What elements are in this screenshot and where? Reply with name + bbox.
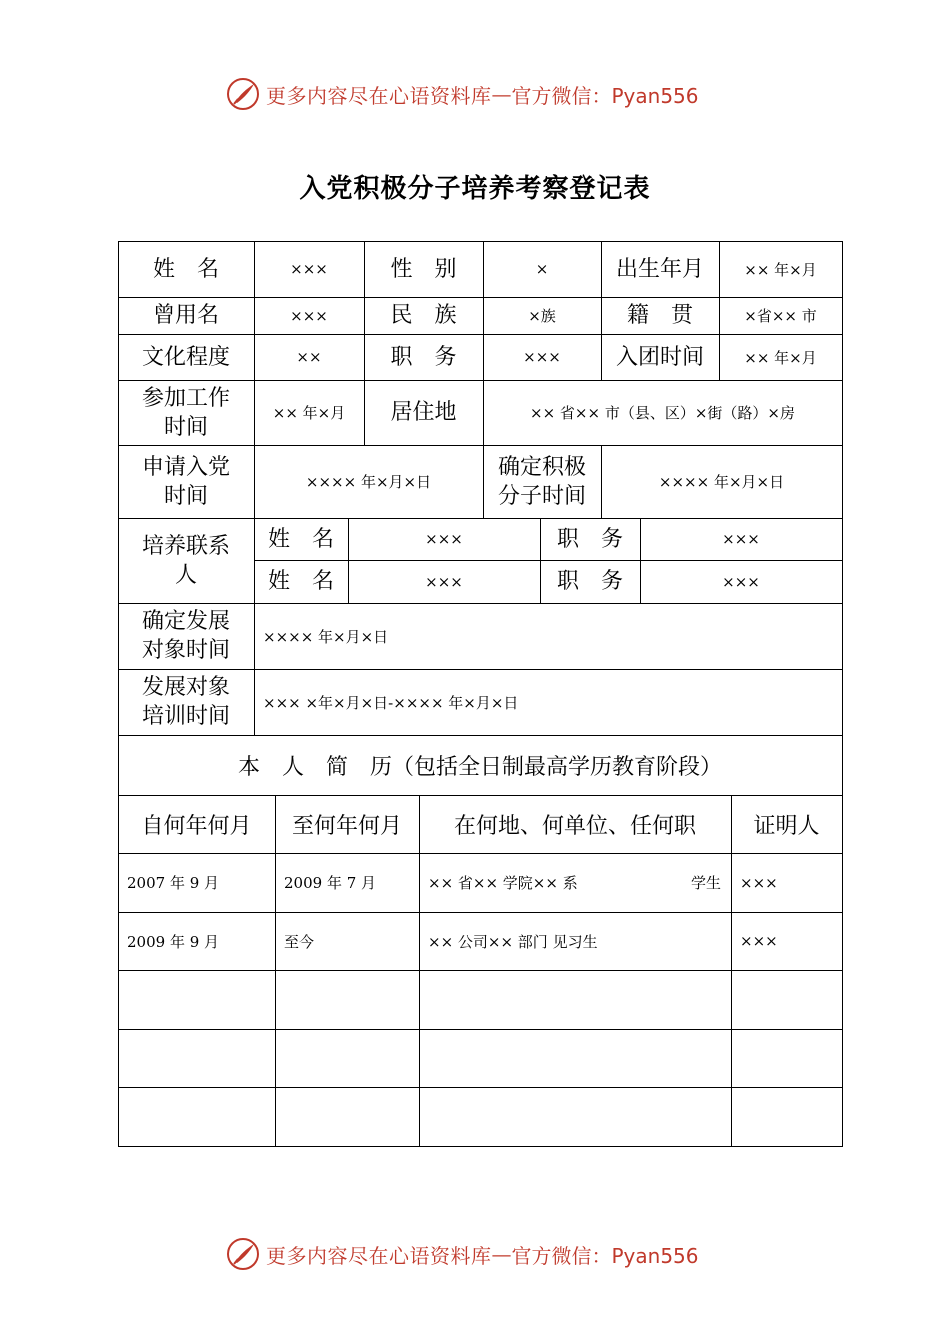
native-place-label: 籍 贯 [626, 303, 693, 328]
dev-target-label [118, 603, 254, 669]
activist-date-label-line2: 分子时间 [497, 483, 586, 509]
resume-where: ×× 省×× 学院×× 系 [428, 874, 578, 892]
league-join-value: ×× 年×月 [744, 348, 817, 367]
apply-party-label-line1: 申请入党 [141, 454, 230, 480]
former-name-value: ××× [290, 306, 328, 325]
education-label: 文化程度 [141, 344, 230, 370]
name-label: 姓 名 [152, 256, 219, 282]
contact-1-position-label: 职 务 [556, 526, 623, 552]
address-label: 居住地 [390, 400, 457, 425]
resume-col-where: 在何地、何单位、任何职 [453, 813, 696, 839]
contact-2-name-label: 姓 名 [267, 569, 334, 594]
resume-where [419, 970, 731, 1029]
watermark-wechat: 官方微信：Pyan556 [511, 1243, 699, 1268]
resume-witness [731, 1029, 842, 1087]
watermark-footer [226, 1236, 699, 1272]
resume-col-from: 自何年何月 [141, 813, 252, 839]
activist-date-label [483, 445, 601, 518]
resume-witness: ××× [740, 932, 778, 950]
watermark-text: 更多内容尽在心语资料库 [266, 1243, 492, 1268]
ethnicity-label: 民 族 [390, 303, 457, 328]
contact-1-position-value: ××× [722, 530, 760, 548]
watermark-header [226, 76, 699, 112]
position-value: ××× [523, 348, 561, 366]
former-name-label: 曾用名 [152, 303, 219, 328]
gender-label: 性 别 [390, 256, 457, 282]
resume-from [118, 1029, 275, 1087]
resume-to [275, 1087, 419, 1146]
form-title: 入党积极分子培养考察登记表 [299, 174, 651, 204]
watermark-wechat: 官方微信：Pyan556 [511, 83, 699, 108]
dev-target-value: ×××× 年×月×日 [263, 627, 389, 646]
apply-party-label [118, 445, 254, 518]
resume-col-witness: 证明人 [753, 813, 820, 839]
activist-date-label-line1: 确定积极 [497, 454, 586, 480]
resume-to [275, 970, 419, 1029]
resume-where: ×× 公司×× 部门 见习生 [428, 932, 598, 951]
birth-label: 出生年月 [615, 256, 704, 282]
ethnicity-value: ×族 [528, 307, 556, 325]
quill-logo-icon [226, 77, 260, 111]
contact-2-name-value: ××× [425, 572, 463, 591]
watermark-dash: — [491, 82, 512, 106]
gender-value: × [535, 260, 549, 278]
dev-training-label-line1: 发展对象 [141, 675, 230, 700]
contact-2-position-value: ××× [722, 572, 760, 591]
resume-from [118, 970, 275, 1029]
apply-party-label-line2: 时间 [163, 483, 208, 509]
resume-witness: ××× [740, 873, 778, 892]
apply-party-value: ×××× 年×月×日 [305, 473, 432, 491]
dev-training-label [118, 669, 254, 735]
contacts-label [118, 518, 254, 603]
work-start-value: ×× 年×月 [272, 404, 346, 422]
resume-where [419, 1087, 731, 1146]
dev-training-value: ××× ×年×月×日-×××× 年×月×日 [263, 693, 519, 712]
activist-date-value: ×××× 年×月×日 [658, 473, 785, 491]
resume-to [275, 1029, 419, 1087]
position-label: 职 务 [390, 344, 457, 370]
resume-role: 学生 [690, 874, 721, 892]
dev-target-label-line1: 确定发展 [141, 609, 230, 634]
address-value: ×× 省×× 市（县、区）×街（路）×房 [530, 404, 795, 422]
resume-witness [731, 970, 842, 1029]
resume-from [118, 1087, 275, 1146]
contact-1-name-label: 姓 名 [267, 526, 334, 552]
name-value: ××× [290, 260, 328, 278]
native-place-value: ×省×× 市 [744, 307, 817, 325]
resume-col-to: 至何年何月 [291, 813, 402, 839]
resume-from: 2009 年 9 月 [127, 932, 220, 951]
resume-heading: 本 人 简 历（包括全日制最高学历教育阶段） [237, 754, 722, 780]
contact-1-name-value: ××× [425, 530, 463, 548]
watermark-text: 更多内容尽在心语资料库 [266, 83, 492, 108]
work-start-label-line1: 参加工作 [141, 385, 230, 411]
birth-value: ×× 年×月 [744, 260, 817, 279]
watermark-dash: — [491, 1242, 512, 1266]
work-start-label-line2: 时间 [163, 414, 208, 440]
contact-2-position-label: 职 务 [556, 569, 623, 594]
resume-to: 至今 [284, 932, 315, 951]
dev-training-label-line2: 培训时间 [141, 704, 230, 729]
work-start-label [118, 380, 254, 445]
resume-witness [731, 1087, 842, 1146]
dev-target-label-line2: 对象时间 [141, 638, 230, 663]
resume-where [419, 1029, 731, 1087]
resume-from: 2007 年 9 月 [127, 874, 220, 892]
contacts-label-line1: 培养联系 [141, 533, 230, 559]
league-join-label: 入团时间 [615, 344, 704, 370]
education-value: ×× [296, 348, 322, 366]
resume-to: 2009 年 7 月 [284, 874, 377, 892]
contacts-label-line2: 人 [174, 562, 197, 588]
quill-logo-icon [226, 1237, 260, 1271]
